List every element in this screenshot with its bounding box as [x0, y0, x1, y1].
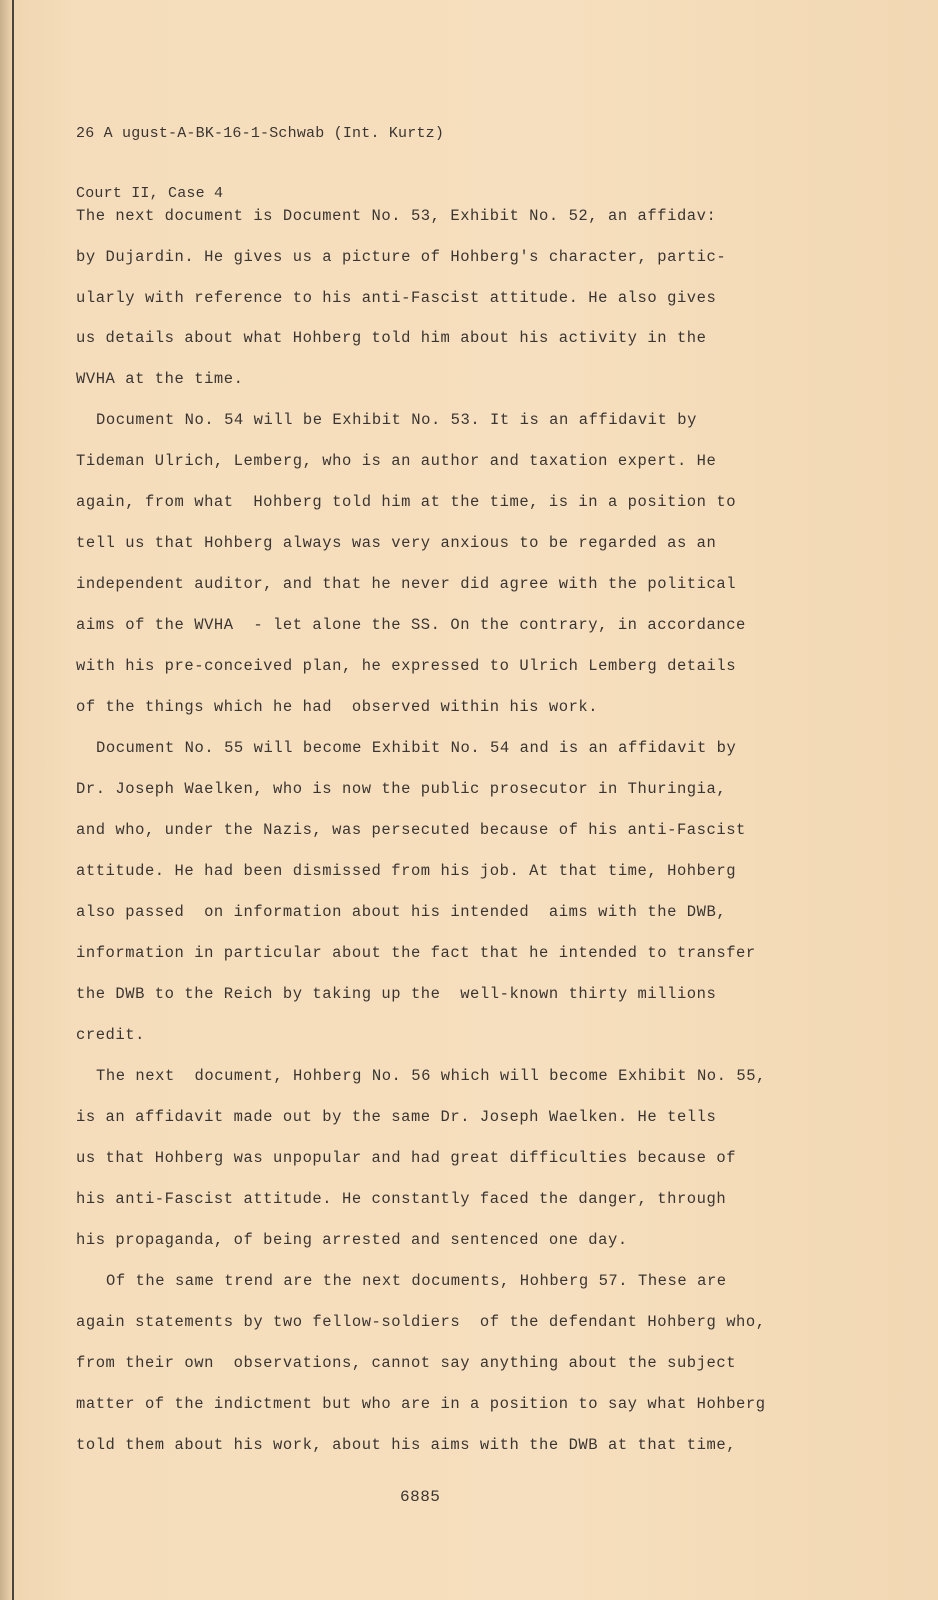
body-line: The next document is Document No. 53, Exhibit No. 52, an affidav: — [76, 207, 717, 225]
body-line: the DWB to the Reich by taking up the well-known thirty millions — [76, 985, 717, 1003]
body-line: Of the same trend are the next documents, Hohberg 57. These are — [106, 1272, 727, 1290]
body-line: again, from what Hohberg told him at the time, is in a position to — [76, 493, 737, 511]
body-line: WVHA at the time. — [76, 370, 244, 388]
body-line: Tideman Ulrich, Lemberg, who is an author and taxation expert. He — [76, 452, 717, 470]
body-line: from their own observations, cannot say anything about the subject — [76, 1354, 737, 1372]
body-line: us that Hohberg was unpopular and had great difficulties because of — [76, 1149, 737, 1167]
body-line: by Dujardin. He gives us a picture of Hohberg's character, partic- — [76, 248, 727, 266]
body-line: and who, under the Nazis, was persecuted because of his anti-Fascist — [76, 821, 746, 839]
header-line-1: 26 A ugust-A-BK-16-1-Schwab (Int. Kurtz) — [76, 125, 445, 142]
body-line: credit. — [76, 1026, 145, 1044]
body-line: independent auditor, and that he never did agree with the political — [76, 575, 737, 593]
body-line: told them about his work, about his aims with the DWB at that time, — [76, 1436, 737, 1454]
body-line: also passed on information about his intended aims with the DWB, — [76, 903, 727, 921]
body-line: again statements by two fellow-soldiers of the defendant Hohberg who, — [76, 1313, 766, 1331]
page-edge-shadow — [0, 0, 12, 1600]
body-line: Document No. 54 will be Exhibit No. 53. It is an affidavit by — [96, 411, 697, 429]
body-line: aims of the WVHA - let alone the SS. On the contrary, in accordance — [76, 616, 746, 634]
body-line: his propaganda, of being arrested and sentenced one day. — [76, 1231, 628, 1249]
body-line: matter of the indictment but who are in a position to say what Hohberg — [76, 1395, 766, 1413]
body-line: The next document, Hohberg No. 56 which will become Exhibit No. 55, — [96, 1067, 766, 1085]
body-line: Dr. Joseph Waelken, who is now the public prosecutor in Thuringia, — [76, 780, 727, 798]
body-line: information in particular about the fact that he intended to transfer — [76, 944, 756, 962]
body-line: is an affidavit made out by the same Dr. Joseph Waelken. He tells — [76, 1108, 717, 1126]
body-line: with his pre-conceived plan, he expressed to Ulrich Lemberg details — [76, 657, 737, 675]
header-line-2: Court II, Case 4 — [76, 185, 224, 202]
body-line: us details about what Hohberg told him about his activity in the — [76, 329, 707, 347]
body-line: Document No. 55 will become Exhibit No. 54 and is an affidavit by — [96, 739, 737, 757]
page-number: 6885 — [400, 1488, 441, 1506]
body-line: his anti-Fascist attitude. He constantly faced the danger, through — [76, 1190, 727, 1208]
body-line: of the things which he had observed within his work. — [76, 698, 599, 716]
body-line: ularly with reference to his anti-Fascist attitude. He also gives — [76, 289, 717, 307]
body-line: tell us that Hohberg always was very anxious to be regarded as an — [76, 534, 717, 552]
body-line: attitude. He had been dismissed from his job. At that time, Hohberg — [76, 862, 737, 880]
page-edge-line — [12, 0, 14, 1600]
